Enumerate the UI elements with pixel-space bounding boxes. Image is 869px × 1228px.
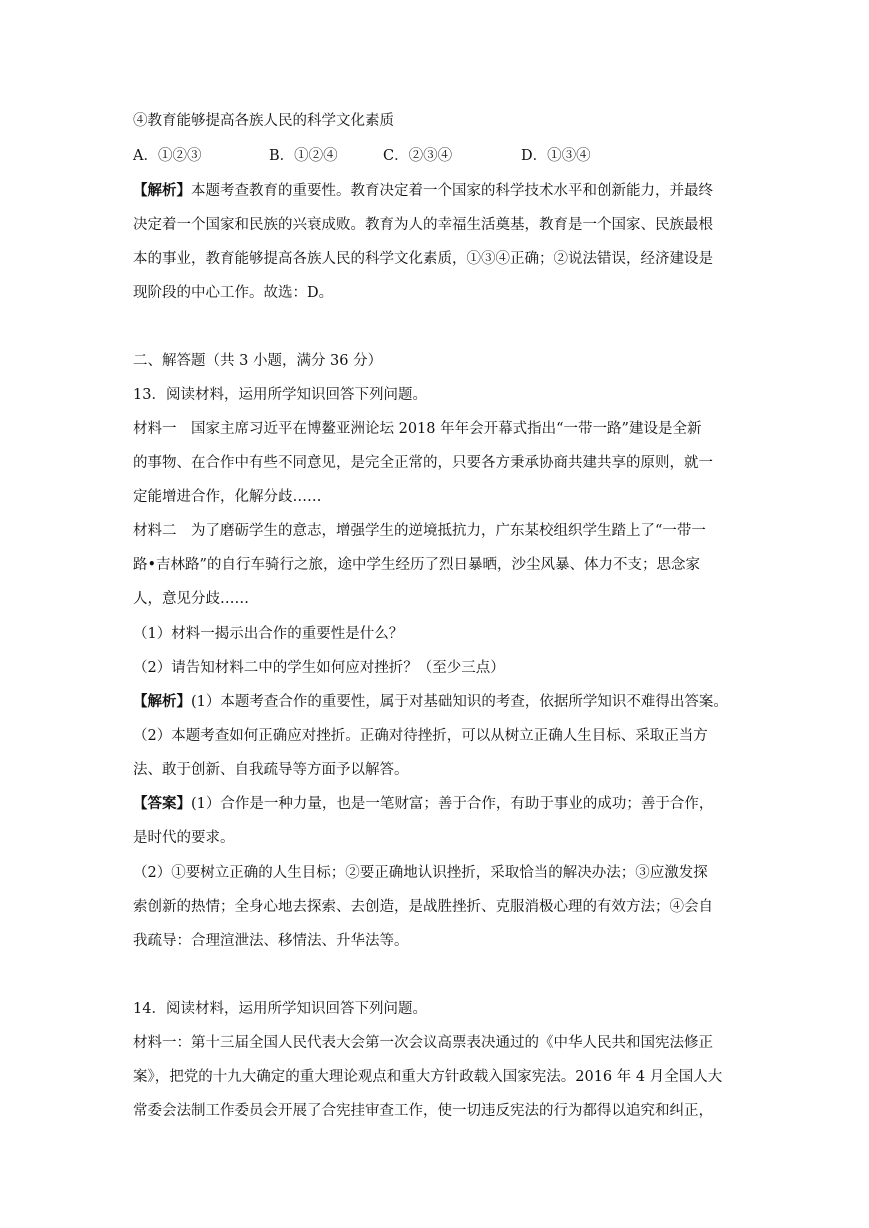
q13-material1-line-2: 的事物、在合作中有些不同意见，是完全正常的，只要各方秉承协商共建共享的原则，就一	[133, 455, 713, 471]
q13-analysis-2-line-2: 法、敢于创新、自我疏导等方面予以解答。	[133, 762, 409, 778]
q13-material1-line-1: 材料一 国家主席习近平在博鳌亚洲论坛 2018 年年会开幕式指出“一带一路”建设是全新	[133, 421, 702, 437]
choice-d: D．①③④	[521, 148, 591, 164]
analysis-text: (1）本题考查合作的重要性，属于对基础知识的考查，依据所学知识不难得出答案。	[191, 694, 728, 710]
q14-stem: 14．阅读材料，运用所学知识回答下列问题。	[133, 1001, 427, 1017]
q13-answer-line-1	[133, 794, 743, 814]
q14-material1-line-3: 常委会法制工作委员会开展了合宪挂审查工作，使一切违反宪法的行为都得以追究和纠正，	[133, 1103, 713, 1119]
q12-analysis-line-4: 现阶段的中心工作。故选：D。	[133, 285, 334, 301]
q13-material2-line-3: 人，意见分歧……	[133, 591, 249, 607]
q13-material1-line-3: 定能增进合作，化解分歧……	[133, 489, 322, 505]
q13-question-2: （2）请告知材料二中的学生如何应对挫折？（至少三点）	[133, 660, 505, 676]
section-heading: 二、解答题（共 3 小题，满分 36 分）	[133, 353, 383, 369]
q12-analysis-line-3: 本的事业，教育能够提高各族人民的科学文化素质，①③④正确；②说法错误，经济建设是	[133, 251, 713, 267]
choice-b: B．①②④	[269, 148, 338, 164]
q12-option-4: ④教育能够提高各族人民的科学文化素质	[133, 113, 394, 129]
choice-a: A．①②③	[133, 148, 202, 164]
q13-answer-2-line-1: （2）①要树立正确的人生目标；②要正确地认识挫折，采取恰当的解决办法；③应激发探	[133, 865, 708, 881]
q13-analysis-2-line-1: （2）本题考查如何正确应对挫折。正确对待挫折，可以从树立正确人生目标、采取正当方	[133, 728, 708, 744]
q12-analysis-line-1	[133, 181, 743, 201]
q14-material1-line-1: 材料一：第十三届全国人民代表大会第一次会议高票表决通过的《中华人民共和国宪法修正	[133, 1035, 713, 1051]
analysis-tag: 【解析】	[133, 694, 191, 710]
analysis-text: 本题考查教育的重要性。教育决定着一个国家的科学技术水平和创新能力，并最终	[191, 183, 713, 199]
q13-material2-line-1: 材料二 为了磨砺学生的意志，增强学生的逆境抵抗力，广东某校组织学生踏上了“一带一	[133, 523, 706, 539]
q13-answer-1-line-2: 是时代的要求。	[133, 830, 235, 846]
q12-choices	[133, 146, 743, 166]
q13-stem: 13．阅读材料，运用所学知识回答下列问题。	[133, 387, 427, 403]
q13-material2-line-2: 路•吉林路”的自行车骑行之旅，途中学生经历了烈日暴晒，沙尘风暴、体力不支；思念家	[133, 557, 700, 573]
q13-question-1: （1）材料一揭示出合作的重要性是什么？	[133, 626, 404, 642]
q14-material1-line-2: 案》，把党的十九大确定的重大理论观点和重大方针政载入国家宪法。2016 年 4 月全国人大	[133, 1069, 723, 1085]
q13-analysis-line-1	[133, 692, 743, 712]
answer-text: (1）合作是一种力量，也是一笔财富；善于合作，有助于事业的成功；善于合作，	[191, 796, 714, 812]
q12-analysis-line-2: 决定着一个国家和民族的兴衰成败。教育为人的幸福生活奠基，教育是一个国家、民族最根	[133, 217, 713, 233]
q13-answer-2-line-3: 我疏导：合理渲泄法、移情法、升华法等。	[133, 933, 409, 949]
answer-tag: 【答案】	[133, 796, 191, 812]
choice-c: C．②③④	[383, 148, 453, 164]
analysis-tag: 【解析】	[133, 183, 191, 199]
q13-answer-2-line-2: 索创新的热情；全身心地去探索、去创造，是战胜挫折、克服消极心理的有效方法；④会自	[133, 899, 713, 915]
